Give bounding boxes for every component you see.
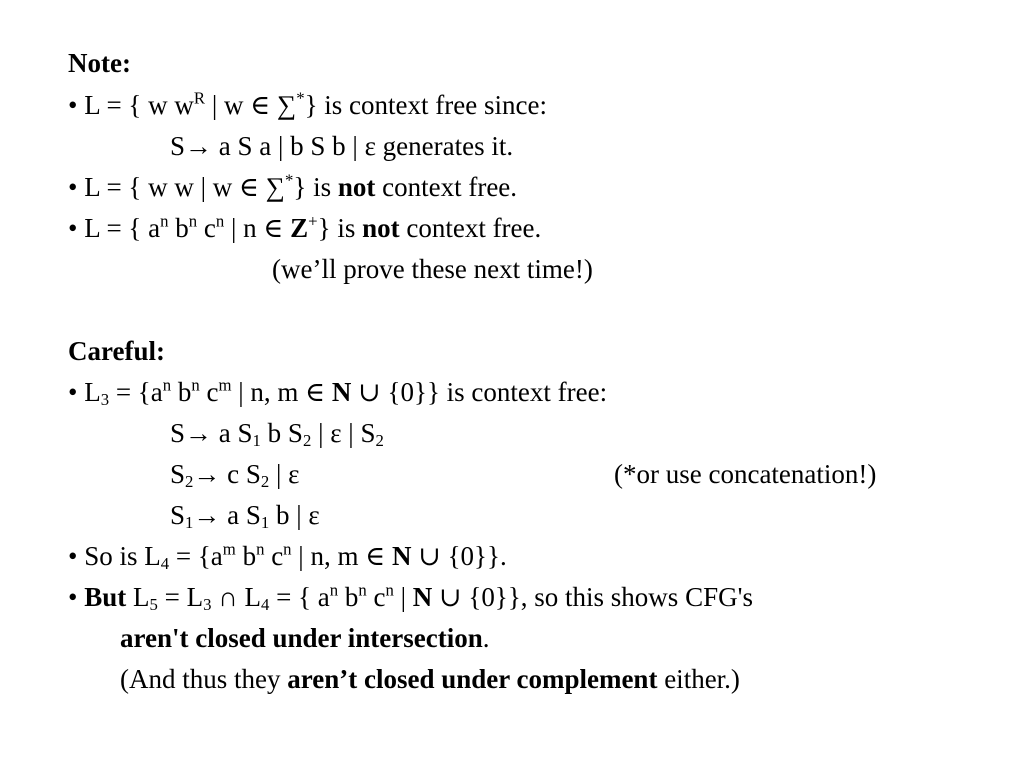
bold-intersection: aren't closed under intersection <box>120 623 483 653</box>
sub: 3 <box>203 595 212 615</box>
text: • L <box>68 377 101 407</box>
concatenation-note: (*or use concatenation!) <box>614 459 877 489</box>
text: either.) <box>657 664 740 694</box>
text: S <box>170 500 186 530</box>
text: = {a <box>169 541 223 571</box>
text: b S <box>260 418 303 448</box>
text: S <box>170 459 186 489</box>
sup: m <box>218 375 232 395</box>
text: c <box>199 377 219 407</box>
text: L <box>126 582 150 612</box>
sub: 1 <box>260 513 270 533</box>
note-bullet-anbncn <box>68 211 541 245</box>
text: ∩ L <box>211 582 261 612</box>
sub: 4 <box>160 554 170 574</box>
text: b <box>235 541 257 571</box>
sub: 1 <box>252 431 261 451</box>
sub: 5 <box>149 595 158 615</box>
text: • L = { w w <box>68 90 194 120</box>
sub: 2 <box>375 431 384 451</box>
sup: n <box>191 375 200 395</box>
sup: * <box>296 88 305 108</box>
sup: m <box>222 539 236 559</box>
bold-n: N <box>391 541 412 571</box>
rule-s1 <box>170 498 320 532</box>
text: | w ∈ ∑ <box>205 90 297 120</box>
sup: n <box>358 580 367 600</box>
note-heading: Note: <box>68 48 131 78</box>
sup: n <box>160 211 169 231</box>
text: } is <box>317 213 363 243</box>
careful-l5 <box>68 580 753 614</box>
text: c <box>197 213 216 243</box>
text: b <box>168 213 189 243</box>
text: ∪ {0}}. <box>411 541 507 571</box>
text: → a S <box>193 500 261 530</box>
text: context free. <box>375 172 518 202</box>
text: c <box>264 541 284 571</box>
bold-not: not <box>362 213 400 243</box>
text: ∪ {0}}, so this shows CFG's <box>432 582 753 612</box>
text: | n, m ∈ <box>231 377 332 407</box>
careful-l5-continuation <box>120 621 489 655</box>
note-grammar-palindrome: S→ a S a | b S b | ε generates it. <box>170 131 514 161</box>
sup: n <box>385 580 394 600</box>
rule-s <box>170 416 384 450</box>
text: . <box>482 623 490 653</box>
text: b <box>338 582 359 612</box>
sup: n <box>162 375 172 395</box>
text: | n, m ∈ <box>291 541 392 571</box>
careful-l4 <box>68 539 507 573</box>
text: | ε | S <box>311 418 376 448</box>
text: b <box>171 377 192 407</box>
sub: 2 <box>302 431 312 451</box>
careful-l3 <box>68 375 607 409</box>
text: context free. <box>399 213 542 243</box>
sub: 2 <box>260 472 270 492</box>
sup: n <box>329 580 339 600</box>
text: → c S <box>193 459 261 489</box>
note-bullet-ww <box>68 170 517 204</box>
sup: + <box>308 211 318 231</box>
text: | <box>393 582 413 612</box>
text: ∪ {0}} is context free: <box>351 377 608 407</box>
text: } is <box>293 172 338 202</box>
sup: * <box>285 170 294 190</box>
sub: 2 <box>185 472 194 492</box>
bold-complement: aren’t closed under complement <box>287 664 658 694</box>
note-bullet-wwr <box>68 88 547 122</box>
bold-not: not <box>337 172 376 202</box>
sub: 1 <box>185 513 194 533</box>
bold-but: But <box>84 582 127 612</box>
sup: R <box>193 88 206 108</box>
bold-n: N <box>412 582 433 612</box>
sup: n <box>256 539 265 559</box>
text: • <box>68 582 85 612</box>
text: • So is L <box>68 541 161 571</box>
text: = L <box>157 582 204 612</box>
text: c <box>366 582 386 612</box>
bold-n: N <box>331 377 352 407</box>
note-remark: (we’ll prove these next time!) <box>272 254 593 284</box>
text: • L = { w w | w ∈ ∑ <box>68 172 286 202</box>
text: | n ∈ <box>224 213 291 243</box>
text: | ε <box>269 459 300 489</box>
text: = {a <box>109 377 163 407</box>
sup: n <box>215 211 225 231</box>
careful-heading: Careful: <box>68 336 165 366</box>
text: • L = { a <box>68 213 161 243</box>
rule-s2 <box>170 457 300 491</box>
text: b | ε <box>269 500 320 530</box>
text: = { a <box>269 582 330 612</box>
sup: n <box>283 539 292 559</box>
sup: n <box>188 211 198 231</box>
bold-z: Z <box>290 213 309 243</box>
careful-complement-remark <box>120 662 740 696</box>
text: } is context free since: <box>304 90 547 120</box>
sub: 4 <box>260 595 270 615</box>
sub: 3 <box>100 390 110 410</box>
text: (And thus they <box>120 664 288 694</box>
text: S→ a S <box>170 418 253 448</box>
